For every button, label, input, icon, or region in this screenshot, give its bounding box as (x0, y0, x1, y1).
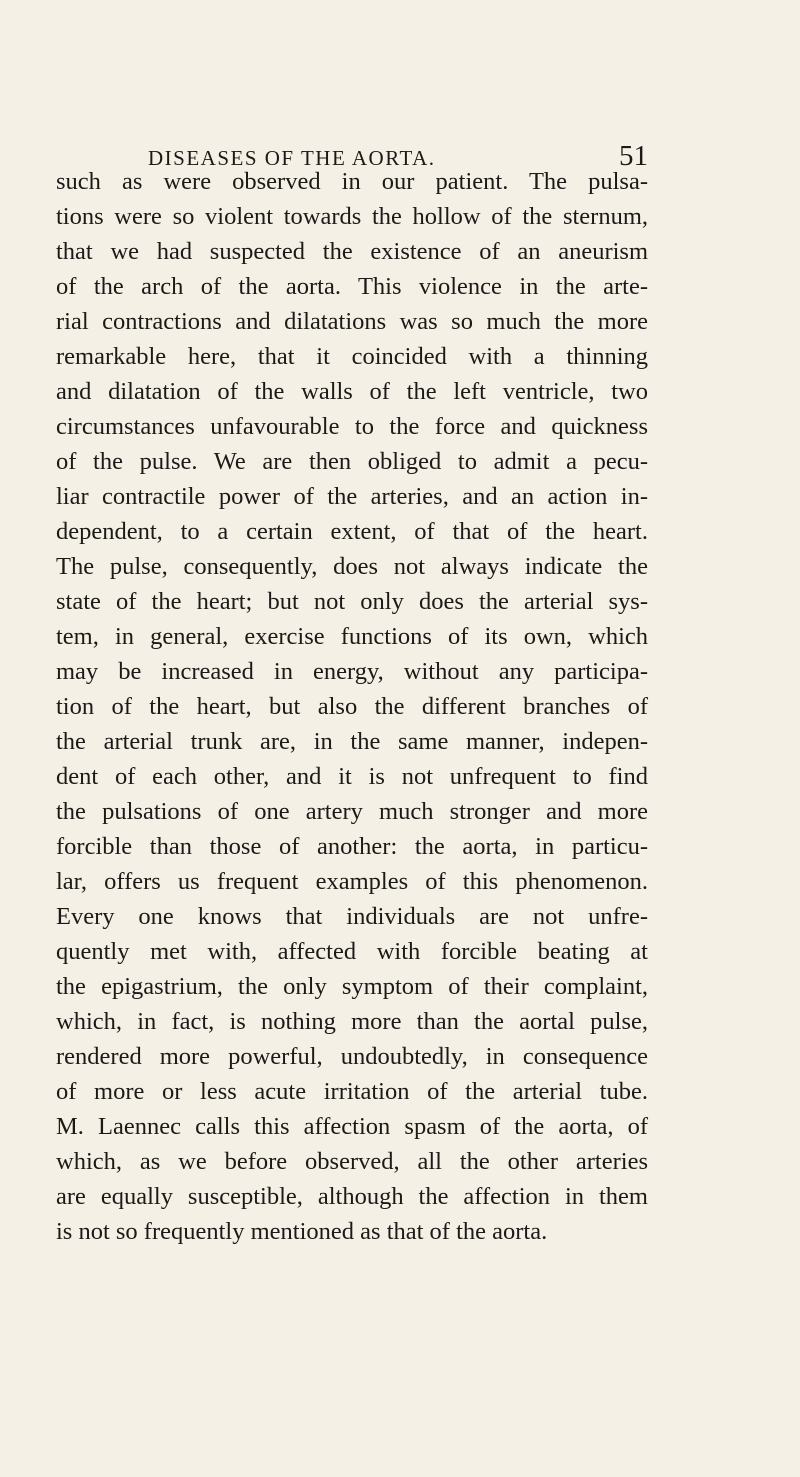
page-number: 51 (619, 140, 648, 172)
text-line: the epigastrium, the only symptom of their complaint, (56, 973, 648, 1000)
text-line: of the pulse. We are then obliged to admit a pecu- (56, 448, 648, 475)
text-line: and dilatation of the walls of the left ventricle, two (56, 378, 648, 405)
text-line: of the arch of the aorta. This violence in the arte- (56, 273, 648, 300)
text-line: rial contractions and dilatations was so much the more (56, 308, 648, 335)
text-line: of more or less acute irritation of the arterial tube. (56, 1078, 648, 1105)
text-line: the arterial trunk are, in the same manner, indepen- (56, 728, 648, 755)
text-line: is not so frequently mentioned as that of the aorta. (56, 1218, 548, 1245)
text-line: are equally susceptible, although the affection in them (56, 1183, 648, 1210)
text-line: remarkable here, that it coincided with a thinning (56, 343, 648, 370)
text-line: dent of each other, and it is not unfrequent to find (56, 763, 648, 790)
text-line: circumstances unfavourable to the force and quickness (56, 413, 648, 440)
text-line: M. Laennec calls this affection spasm of the aorta, of (56, 1113, 648, 1140)
text-line: state of the heart; but not only does the arterial sys- (56, 588, 648, 615)
body-text (56, 164, 648, 1249)
text-line: such as were observed in our patient. The pulsa- (56, 168, 648, 195)
text-line: tion of the heart, but also the different branches of (56, 693, 648, 720)
text-line: tem, in general, exercise functions of its own, which (56, 623, 648, 650)
text-line: may be increased in energy, without any participa- (56, 658, 648, 685)
text-line: forcible than those of another: the aorta, in particu- (56, 833, 648, 860)
text-line: which, as we before observed, all the other arteries (56, 1148, 648, 1175)
running-title: DISEASES OF THE AORTA. (148, 146, 436, 170)
text-line: liar contractile power of the arteries, and an action in- (56, 483, 648, 510)
text-line: which, in fact, is nothing more than the aortal pulse, (56, 1008, 648, 1035)
text-line: that we had suspected the existence of an aneurism (56, 238, 648, 265)
text-line: tions were so violent towards the hollow of the sternum, (56, 203, 648, 230)
text-line: Every one knows that individuals are not unfre- (56, 903, 648, 930)
text-line: The pulse, consequently, does not always indicate the (56, 553, 648, 580)
text-line: rendered more powerful, undoubtedly, in consequence (56, 1043, 648, 1070)
text-line: dependent, to a certain extent, of that of the heart. (56, 518, 648, 545)
text-line: lar, offers us frequent examples of this phenomenon. (56, 868, 648, 895)
text-line: quently met with, affected with forcible beating at (56, 938, 648, 965)
text-line: the pulsations of one artery much stronger and more (56, 798, 648, 825)
